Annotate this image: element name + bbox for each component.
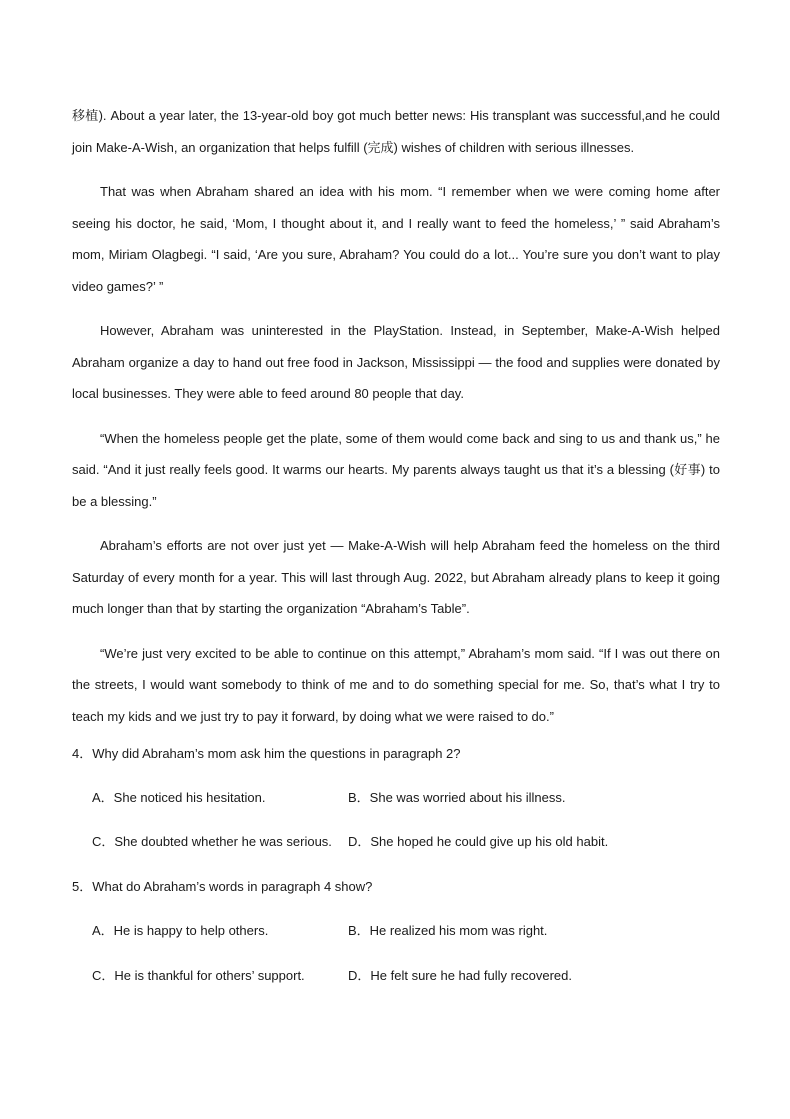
paragraph-1: 移植). About a year later, the 13-year-old boy got much better news: His transplant was successful,and he could join Make-A-Wish, an organization that helps fulfill (完成) wishes of children with serious illnesses. (72, 108, 720, 155)
question-4-option-d[interactable]: D．She hoped he could give up his old habit. (348, 834, 609, 849)
paragraph-4: “When the homeless people get the plate, some of them would come back and sing to us and thank us,” he said. “And it just really feels good. It warms our hearts. My parents always taught us that it’s a blessing (好事) to be a blessing.” (72, 430, 720, 509)
paragraph-6: “We’re just very excited to be able to continue on this attempt,” Abraham’s mom said. “If I was out there on the streets, I would want somebody to think of me and to do something special for me. So, that’s what I try to teach my kids and we just try to pay it forward, by doing what we were raised to do.” (72, 645, 720, 724)
question-4-stem: 4．Why did Abraham’s mom ask him the questions in paragraph 2? (72, 746, 461, 761)
reading-passage (72, 100, 720, 732)
question-5-option-a[interactable]: A．He is happy to help others. (92, 923, 269, 938)
question-5-stem: 5．What do Abraham’s words in paragraph 4 show? (72, 879, 373, 894)
paragraph-2: That was when Abraham shared an idea with his mom. “I remember when we were coming home after seeing his doctor, he said, ‘Mom, I thought about it, and I really want to feed the homeless,’ ” said Abraham’s mom, Miriam Olagbegi. “I said, ‘Are you sure, Abraham? You could do a lot... You’re sure you don’t want to play video games?’ ” (72, 184, 720, 294)
question-5-option-d[interactable]: D．He felt sure he had fully recovered. (348, 968, 572, 983)
paragraph-5: Abraham’s efforts are not over just yet — Make-A-Wish will help Abraham feed the homeless on the third Saturday of every month for a year. This will last through Aug. 2022, but Abraham already plans to keep it going much longer than that by starting the organization “Abraham’s Table”. (72, 538, 720, 616)
paragraph-3: However, Abraham was uninterested in the PlayStation. Instead, in September, Make-A-Wish helped Abraham organize a day to hand out free food in Jackson, Mississippi — the food and supplies were donated by local businesses. They were able to feed around 80 people that day. (72, 323, 720, 401)
question-4-option-c[interactable]: C．She doubted whether he was serious. (92, 834, 332, 849)
question-5-option-b[interactable]: B．He realized his mom was right. (348, 923, 548, 938)
question-4-option-a[interactable]: A．She noticed his hesitation. (92, 790, 266, 805)
question-4-option-b[interactable]: B．She was worried about his illness. (348, 790, 566, 805)
question-5-option-c[interactable]: C．He is thankful for others’ support. (92, 968, 305, 983)
